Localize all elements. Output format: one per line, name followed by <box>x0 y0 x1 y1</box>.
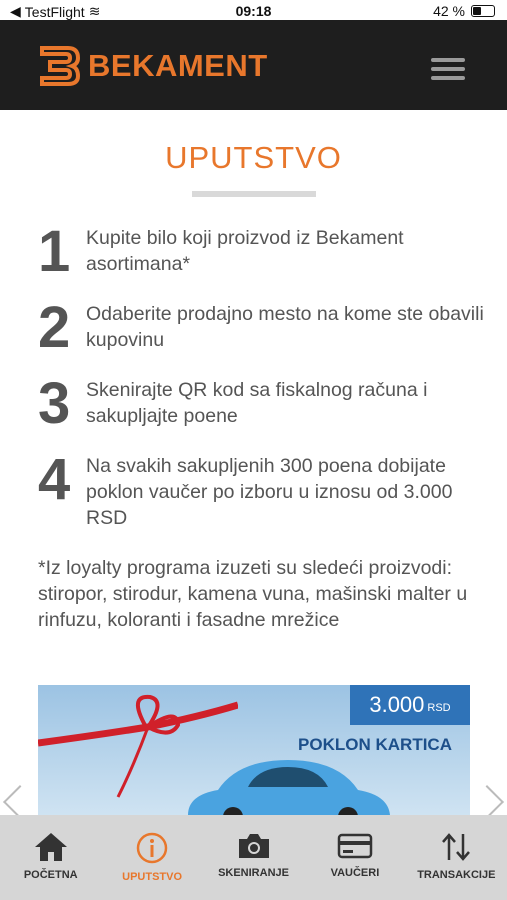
step-number: 2 <box>38 295 71 360</box>
logo-mark-icon <box>38 44 82 88</box>
brand-logo[interactable] <box>38 44 268 88</box>
tab-skeniranje[interactable] <box>203 815 304 900</box>
camera-icon <box>236 831 272 861</box>
tab-pocetna[interactable] <box>0 815 101 900</box>
title-underline <box>192 191 316 197</box>
step-number: 1 <box>38 219 71 284</box>
gift-card-banner[interactable] <box>38 685 470 815</box>
back-arrow-icon[interactable]: ◀ <box>10 3 21 19</box>
tab-vauceri[interactable] <box>304 815 405 900</box>
logo-text: BEKAMENT <box>88 48 268 83</box>
wifi-icon: ≋ <box>88 3 101 19</box>
bottom-tab-bar <box>0 815 507 900</box>
info-icon <box>135 831 169 865</box>
step-number: 3 <box>38 371 71 436</box>
status-bar <box>0 0 507 20</box>
battery-percent: 42 % <box>433 3 465 19</box>
price-badge <box>350 685 470 725</box>
app-header <box>0 20 507 110</box>
status-right <box>433 3 495 19</box>
battery-icon <box>471 5 495 17</box>
menu-icon[interactable] <box>431 58 465 80</box>
tab-transakcije[interactable] <box>406 815 507 900</box>
carrier-label: TestFlight <box>24 3 85 20</box>
tab-label: SKENIRANJE <box>218 867 289 879</box>
step-text: Kupite bilo koji proizvod iz Bekament asortimana* <box>86 227 404 275</box>
price-currency: RSD <box>427 702 451 714</box>
tab-label: POČETNA <box>23 869 78 881</box>
step-text: Odaberite prodajno mesto na kome ste obavili kupovinu <box>86 303 484 351</box>
carousel-next-icon[interactable] <box>470 785 504 819</box>
step-number: 4 <box>38 447 71 512</box>
step-text: Na svakih sakupljenih 300 poena dobijate poklon vaučer po izboru u iznosu od 3.000 RSD <box>86 455 453 529</box>
price-value: 3.000 <box>369 692 425 717</box>
carousel-prev-icon[interactable] <box>3 785 37 819</box>
loyalty-note: *Iz loyalty programa izuzeti su sledeći proizvodi: stiropor, stirodur, kamena vuna, mašinski malter u rinfuzu, koloranti i fasadne mrežice <box>38 557 468 631</box>
transfer-icon <box>438 831 474 863</box>
tab-label: UPUTSTVO <box>122 871 183 883</box>
step-text: Skenirajte QR kod sa fiskalnog računa i sakupljajte poene <box>86 379 428 427</box>
card-icon <box>337 831 373 861</box>
status-time: 09:18 <box>235 3 272 19</box>
page-title: UPUTSTVO <box>165 140 342 175</box>
tab-label: TRANSAKCIJE <box>417 869 496 881</box>
home-icon <box>33 831 69 863</box>
car-icon <box>178 755 398 815</box>
tab-uputstvo[interactable] <box>101 815 202 900</box>
gift-card-label: POKLON KARTICA <box>298 735 452 754</box>
tab-label: VAUČERI <box>330 867 380 879</box>
